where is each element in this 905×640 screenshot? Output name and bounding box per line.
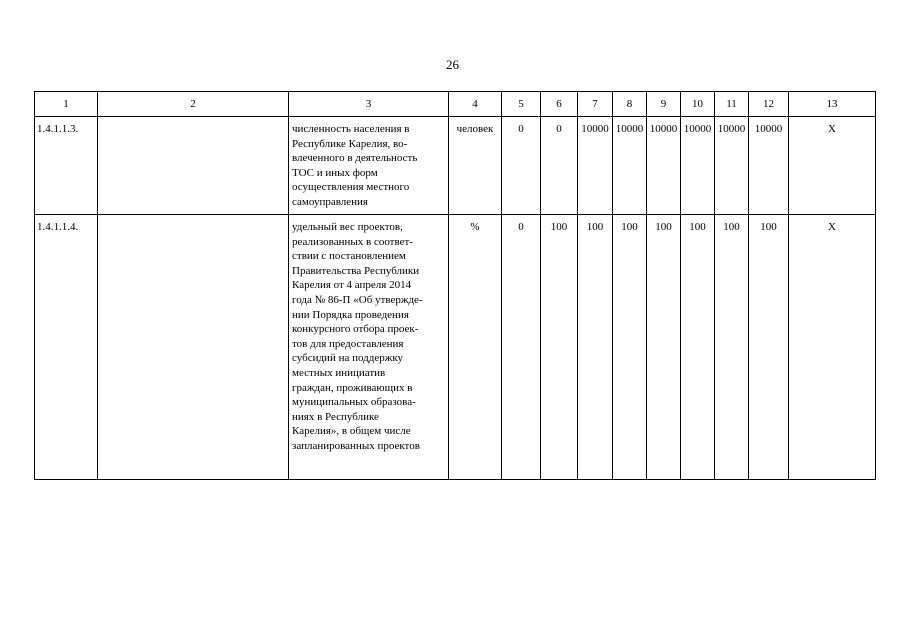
header-col-3: 3 bbox=[289, 92, 449, 117]
description-line: удельный вес проектов, bbox=[292, 221, 403, 233]
table-row bbox=[35, 117, 876, 215]
header-col-1: 1 bbox=[35, 92, 98, 117]
page-number: 26 bbox=[446, 57, 459, 72]
row-description bbox=[289, 117, 449, 215]
description-line: влеченного в деятельность bbox=[292, 152, 418, 165]
description-line: ТОС и иных форм bbox=[292, 166, 378, 179]
header-col-8: 8 bbox=[613, 92, 647, 117]
row-col-13: X bbox=[789, 215, 876, 480]
row-value-col-12: 100 bbox=[749, 215, 789, 480]
row-col-2 bbox=[98, 117, 289, 215]
description-line: осуществления местного bbox=[292, 181, 410, 194]
row-value-col-10: 10000 bbox=[681, 117, 715, 215]
description-line: самоуправления bbox=[292, 195, 368, 208]
indicators-table bbox=[34, 91, 876, 480]
description-line: запланированных проектов bbox=[292, 439, 420, 452]
row-col-2 bbox=[98, 215, 289, 480]
description-line: Карелия от 4 апреля 2014 bbox=[292, 279, 412, 292]
description-line: численность населения в bbox=[292, 123, 410, 135]
row-value-col-9: 10000 bbox=[647, 117, 681, 215]
header-col-6: 6 bbox=[541, 92, 578, 117]
description-line: нии Порядка проведения bbox=[292, 308, 409, 321]
table-row bbox=[35, 215, 876, 480]
header-row bbox=[35, 92, 876, 117]
description-line: местных инициатив bbox=[292, 366, 386, 379]
description-line: Республике Карелия, во- bbox=[292, 137, 408, 150]
row-value-col-9: 100 bbox=[647, 215, 681, 480]
description-line: субсидий на поддержку bbox=[292, 352, 404, 365]
header-col-11: 11 bbox=[715, 92, 749, 117]
description-line: Карелия», в общем числе bbox=[292, 425, 411, 438]
header-col-7: 7 bbox=[578, 92, 613, 117]
row-value-col-7: 10000 bbox=[578, 117, 613, 215]
row-value-col-8: 100 bbox=[613, 215, 647, 480]
row-value-col-11: 100 bbox=[715, 215, 749, 480]
row-code: 1.4.1.1.4. bbox=[35, 215, 98, 480]
description-line: тов для предоставления bbox=[292, 337, 404, 350]
row-value-col-10: 100 bbox=[681, 215, 715, 480]
header-col-4: 4 bbox=[449, 92, 502, 117]
header-col-5: 5 bbox=[502, 92, 541, 117]
description-line: муниципальных образова- bbox=[292, 396, 416, 409]
description-line: конкурсного отбора проек- bbox=[292, 323, 419, 336]
description-line: Правительства Республики bbox=[292, 264, 420, 277]
description-line: граждан, проживающих в bbox=[292, 381, 413, 394]
row-unit: человек bbox=[449, 117, 502, 215]
header-col-13: 13 bbox=[789, 92, 876, 117]
description-line: ствии с постановлением bbox=[292, 250, 406, 263]
row-value-col-6: 100 bbox=[541, 215, 578, 480]
header-col-10: 10 bbox=[681, 92, 715, 117]
row-code: 1.4.1.1.3. bbox=[35, 117, 98, 215]
row-value-col-8: 10000 bbox=[613, 117, 647, 215]
description-line: года № 86-П «Об утвержде- bbox=[292, 293, 423, 306]
row-value-col-5: 0 bbox=[502, 117, 541, 215]
description-line: реализованных в соответ- bbox=[292, 235, 413, 248]
row-col-13: X bbox=[789, 117, 876, 215]
row-description bbox=[289, 215, 449, 480]
header-col-2: 2 bbox=[98, 92, 289, 117]
row-value-col-11: 10000 bbox=[715, 117, 749, 215]
header-col-9: 9 bbox=[647, 92, 681, 117]
description-line: ниях в Республике bbox=[292, 410, 379, 423]
row-unit: % bbox=[449, 215, 502, 480]
header-col-12: 12 bbox=[749, 92, 789, 117]
row-value-col-12: 10000 bbox=[749, 117, 789, 215]
row-value-col-5: 0 bbox=[502, 215, 541, 480]
row-value-col-7: 100 bbox=[578, 215, 613, 480]
row-value-col-6: 0 bbox=[541, 117, 578, 215]
